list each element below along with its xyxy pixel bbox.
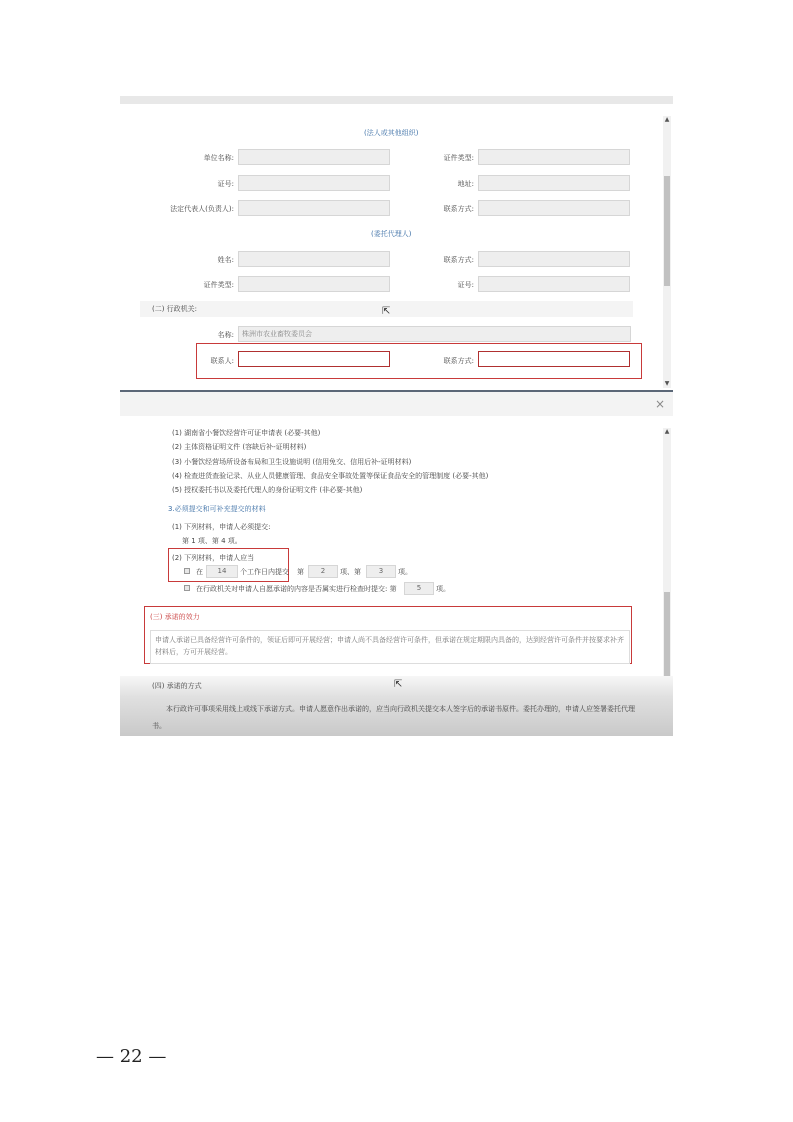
page-number: — 22 —: [96, 1046, 167, 1067]
cert-type-label: 证件类型:: [443, 154, 474, 162]
scrollbar-thumb[interactable]: [664, 592, 670, 684]
vertical-scrollbar-2[interactable]: [663, 428, 671, 686]
admin-name-label: 名称:: [217, 331, 234, 339]
cert-type-input[interactable]: [478, 149, 630, 165]
legal-rep-input[interactable]: [238, 200, 390, 216]
screenshot-applicant-form: [120, 96, 673, 390]
agent-cert-number-label: 证号:: [457, 281, 474, 289]
check-item-input[interactable]: 5: [404, 582, 434, 595]
screenshot-commitment-form: [120, 390, 673, 736]
agent-contact-input[interactable]: [478, 251, 630, 267]
legal-rep-label: 法定代表人(负责人):: [170, 205, 234, 213]
admin-section-bar: (二) 行政机关:: [140, 301, 633, 317]
mouse-cursor-icon: ⇱: [382, 306, 391, 317]
cert-number-input[interactable]: [238, 175, 390, 191]
agent-name-label: 姓名:: [217, 256, 234, 264]
optional-submit-line: (2) 下列材料，申请人应当: [172, 554, 255, 562]
unit-name-label: 单位名称:: [203, 154, 234, 162]
contact-person-label: 联系人:: [210, 357, 234, 365]
effect-textarea[interactable]: 申请人承诺已具备经营许可条件的，领证后即可开展经营；申请人尚不具备经营许可条件，但承诺在规定期限内具备的，达到经营许可条件并按要求补齐材料后，方可开展经营。: [150, 630, 630, 664]
agent-cert-type-label: 证件类型:: [203, 281, 234, 289]
material-item-1: (1) 湖南省小餐饮经营许可证申请表 (必要-其他): [172, 429, 321, 437]
window-top-strip: [120, 96, 673, 104]
vertical-scrollbar[interactable]: [663, 116, 671, 388]
item-a-input[interactable]: 2: [308, 565, 338, 578]
agent-name-input[interactable]: [238, 251, 390, 267]
section-agent: (委托代理人): [371, 230, 412, 238]
optional-checkbox[interactable]: [184, 568, 190, 574]
mouse-cursor-icon-2: ⇱: [394, 679, 403, 690]
method-text: 本行政许可事项采用线上或线下承诺方式。申请人愿意作出承诺的，应当向行政机关提交本人签字后的承诺书原件。委托办理的，申请人应签署委托代理书。: [152, 705, 635, 730]
material-item-5: (5) 授权委托书以及委托代理人的身份证明文件 (非必要-其他): [172, 486, 363, 494]
days-input[interactable]: 14: [206, 565, 238, 578]
method-title: (四) 承诺的方式: [152, 682, 202, 690]
item-suffix: 项。: [398, 568, 412, 576]
item-mid: 项、第: [340, 568, 361, 576]
scroll-up-icon[interactable]: ▲: [664, 116, 670, 123]
cert-number-label: 证号:: [217, 180, 234, 188]
material-item-3: (3) 小餐饮经营场所设备布局和卫生设施说明 (信用免交、信用后补-证明材料): [172, 458, 412, 466]
item-b-input[interactable]: 3: [366, 565, 396, 578]
must-submit-items: 第 1 项、第 4 项。: [182, 537, 242, 545]
scroll-up-icon[interactable]: ▲: [664, 428, 670, 435]
optional-in-label: 在: [196, 568, 203, 576]
days-suffix: 个工作日内提交: [240, 568, 289, 576]
scrollbar-thumb[interactable]: [664, 176, 670, 286]
admin-name-input[interactable]: 株洲市农业畜牧委员会: [238, 326, 631, 342]
material-item-2: (2) 主体资格证明文件 (容缺后补-证明材料): [172, 443, 307, 451]
must-submit-line: (1) 下列材料，申请人必须提交:: [172, 523, 271, 531]
check-time-line: 在行政机关对申请人自愿承诺的内容是否属实进行检查时提交: 第: [196, 585, 397, 593]
check-item-suffix: 项。: [436, 585, 450, 593]
agent-cert-number-input[interactable]: [478, 276, 630, 292]
legal-contact-label: 联系方式:: [443, 205, 474, 213]
agent-contact-label: 联系方式:: [443, 256, 474, 264]
material-item-4: (4) 检查进货查验记录、从业人员健康管理、食品安全事故处置等保证食品安全的管理制度 (必要-其他): [172, 472, 489, 480]
section-legal-entity: (法人或其他组织): [364, 129, 419, 137]
unit-name-input[interactable]: [238, 149, 390, 165]
contact-phone-input[interactable]: [478, 351, 630, 367]
dialog-header: [120, 392, 673, 416]
item-prefix: 第: [297, 568, 304, 576]
contact-person-input[interactable]: [238, 351, 390, 367]
check-time-checkbox[interactable]: [184, 585, 190, 591]
close-icon[interactable]: ×: [654, 397, 665, 411]
agent-cert-type-input[interactable]: [238, 276, 390, 292]
address-label: 地址:: [457, 180, 474, 188]
scroll-down-icon[interactable]: ▼: [664, 380, 670, 387]
address-input[interactable]: [478, 175, 630, 191]
legal-contact-input[interactable]: [478, 200, 630, 216]
effect-title: (三) 承诺的效力: [150, 613, 200, 621]
section-3-title: 3.必须提交和可补充提交的材料: [168, 505, 266, 513]
contact-phone-label: 联系方式:: [443, 357, 474, 365]
